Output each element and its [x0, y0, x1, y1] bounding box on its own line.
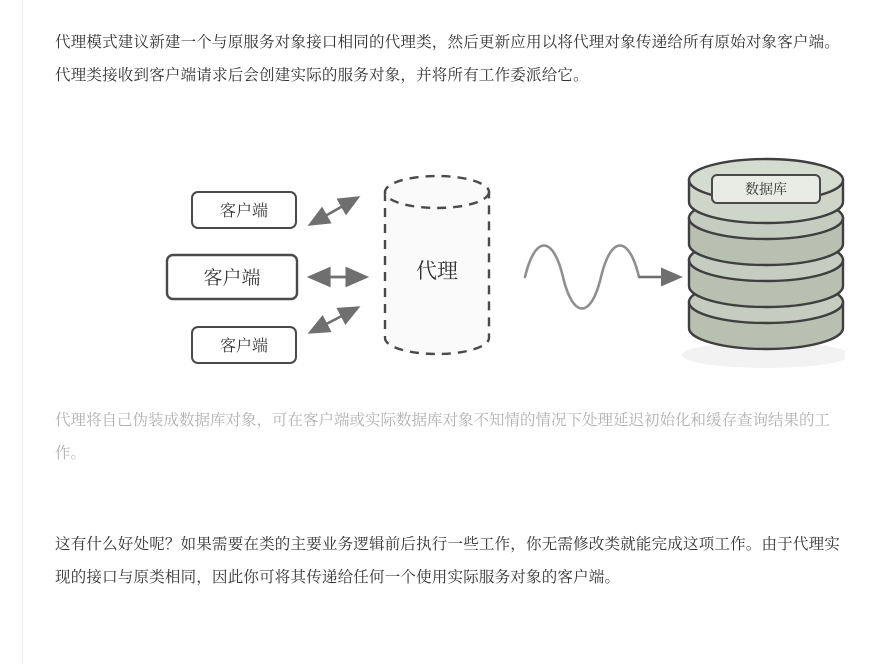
client-node-1-label: 客户端	[219, 203, 269, 220]
client-node-2	[167, 255, 297, 299]
client-node-1	[192, 192, 296, 228]
client-node-2-label: 客户端	[203, 268, 261, 289]
proxy-pattern-figure	[55, 150, 845, 380]
database-node-label: 数据库	[745, 181, 787, 197]
client-node-3-label: 客户端	[219, 338, 269, 355]
arrow-client3-proxy	[311, 308, 357, 332]
closing-paragraph: 这有什么好处呢？如果需要在类的主要业务逻辑前后执行一些工作，你无需修改类就能完成这项工作。由于代理实现的接口与原类相同，因此你可将其传递给任何一个使用实际服务对象的客户端。	[55, 535, 841, 586]
arrow-client1-proxy	[311, 198, 357, 224]
left-margin-rule	[22, 0, 23, 664]
network-squiggle	[525, 246, 679, 309]
client-node-3	[192, 327, 296, 363]
figure-caption: 代理将自己伪装成数据库对象，可在客户端或实际数据库对象不知情的情况下处理延迟初始化和缓存查询结果的工作。	[55, 411, 831, 462]
proxy-node	[385, 176, 489, 354]
proxy-node-label: 代理	[416, 260, 458, 283]
database-node	[682, 159, 845, 368]
intro-paragraph: 代理模式建议新建一个与原服务对象接口相同的代理类，然后更新应用以将代理对象传递给所有原始对象客户端。代理类接收到客户端请求后会创建实际的服务对象，并将所有工作委派给它。	[55, 33, 841, 84]
